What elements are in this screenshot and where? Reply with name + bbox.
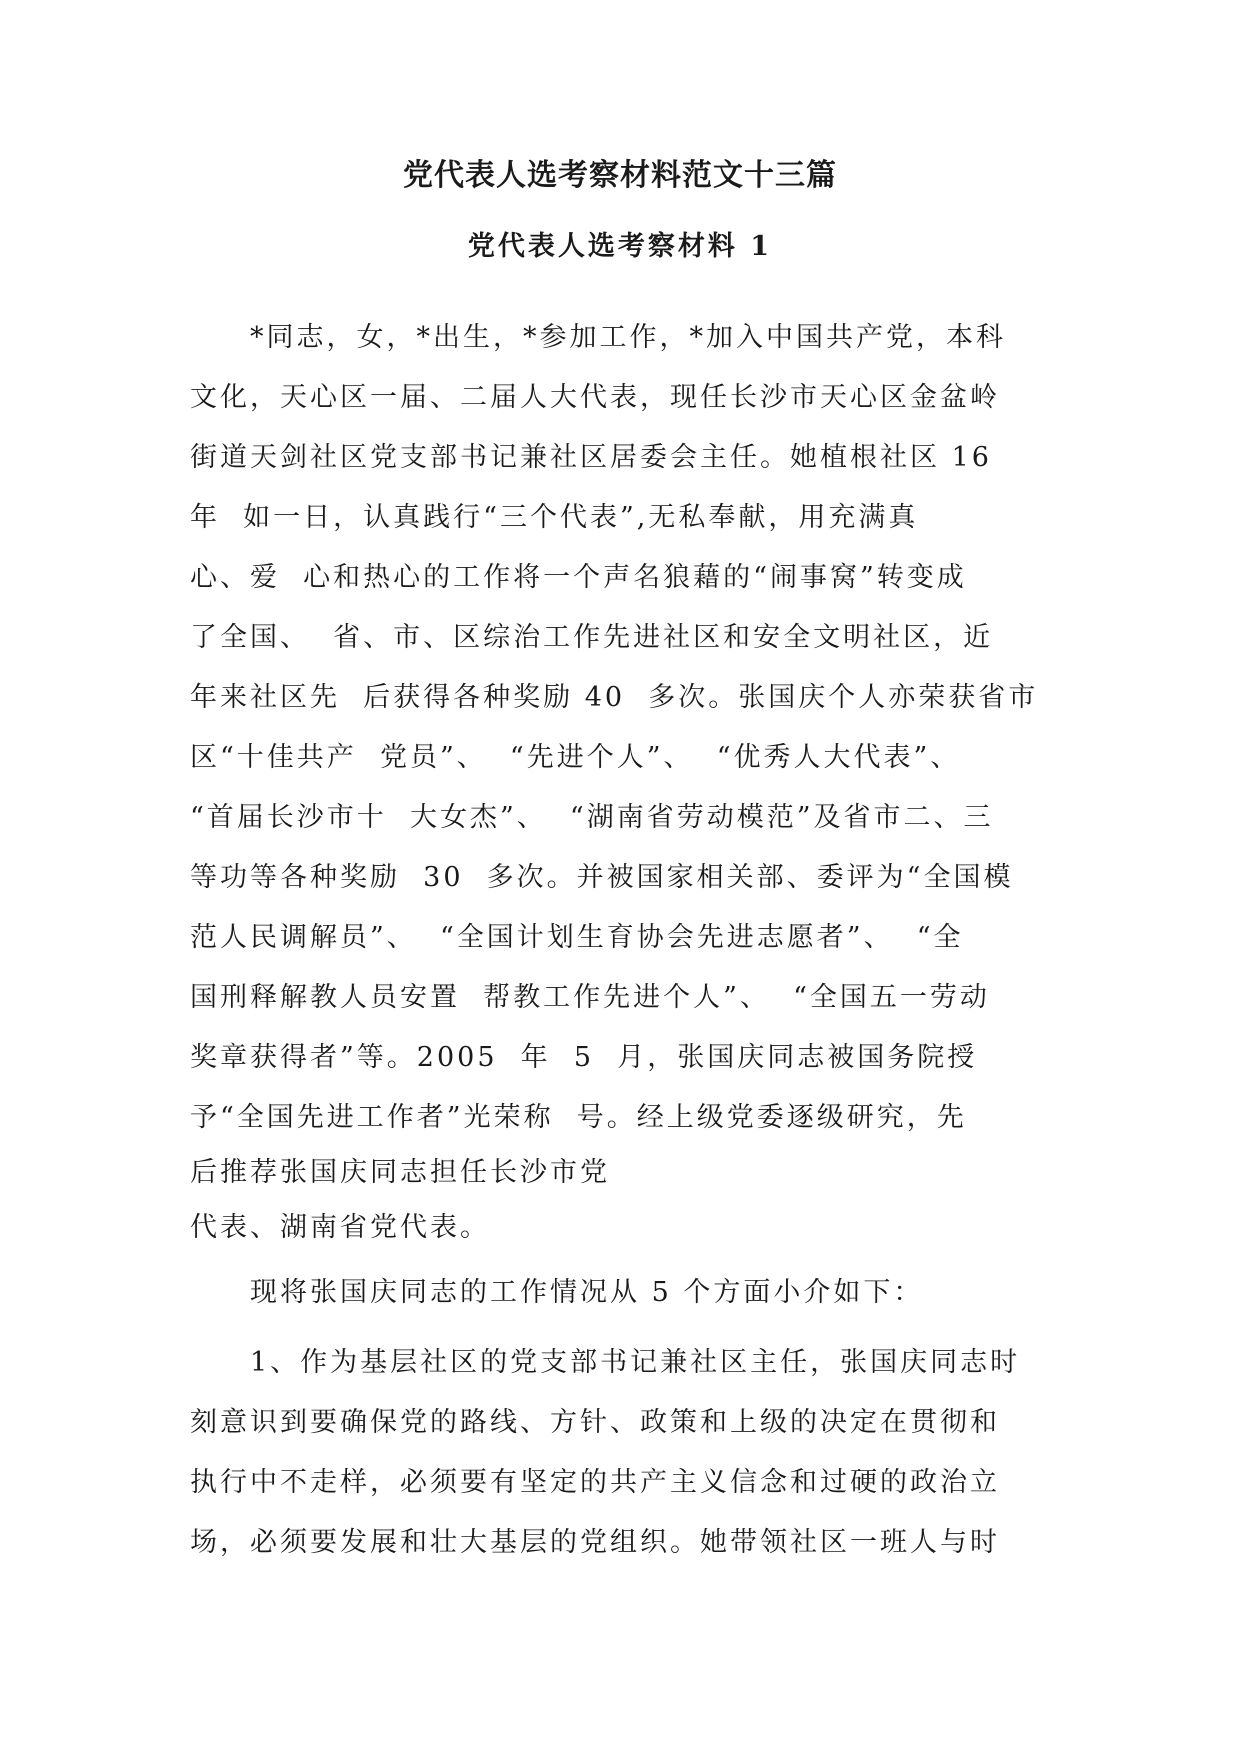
body-line: 执行中不走样，必须要有坚定的共产主义信念和过硬的政治立 xyxy=(190,1467,1000,1498)
body-line: 国刑释解教人员安置 帮教工作先进个人”、 “全国五一劳动 xyxy=(190,982,990,1013)
body-line: 代表、湖南省党代表。 xyxy=(190,1212,490,1243)
body-line: 了全国、 省、市、区综治工作先进社区和安全文明社区，近 xyxy=(190,622,994,653)
body-line: “首届长沙市十 大女杰”、 “湖南省劳动模范”及省市二、三 xyxy=(190,802,994,833)
body-line: 心、爱 心和热心的工作将一个声名狼藉的“闹事窝”转变成 xyxy=(190,562,967,593)
body-line: 年来社区先 后获得各种奖励 40 多次。张国庆个人亦荣获省市 xyxy=(190,682,1039,713)
body-line: 区“十佳共产 党员”、 “先进个人”、 “优秀人大代表”、 xyxy=(190,742,961,773)
body-line: 文化，天心区一届、二届人大代表，现任长沙市天心区金盆岭 xyxy=(190,382,1000,413)
body-line: 范人民调解员”、 “全国计划生育协会先进志愿者”、 “全 xyxy=(190,922,964,953)
body-line: 现将张国庆同志的工作情况从 5 个方面小介如下： xyxy=(190,1277,924,1308)
body-line: 奖章获得者”等。2005 年 5 月，张国庆同志被国务院授 xyxy=(190,1042,978,1073)
document-title: 党代表人选考察材料范文十三篇 xyxy=(403,158,837,193)
body-line: 街道天剑社区党支部书记兼社区居委会主任。她植根社区 16 xyxy=(190,442,992,473)
body-line: 场，必须要发展和壮大基层的党组织。她带领社区一班人与时 xyxy=(190,1527,1000,1558)
body-line: 予“全国先进工作者”光荣称 号。经上级党委逐级研究，先 xyxy=(190,1102,967,1133)
body-line: 年 如一日，认真践行“三个代表”,无私奉献，用充满真 xyxy=(190,502,919,533)
body-line: 等功等各种奖励 30 多次。并被国家相关部、委评为“全国模 xyxy=(190,862,1014,893)
body-line: 1、作为基层社区的党支部书记兼社区主任，张国庆同志时 xyxy=(190,1347,1021,1378)
body-line: *同志，女，*出生，*参加工作，*加入中国共产党，本科 xyxy=(190,322,1006,353)
body-line: 刻意识到要确保党的路线、方针、政策和上级的决定在贯彻和 xyxy=(190,1407,1000,1438)
body-line: 后推荐张国庆同志担任长沙市党 xyxy=(190,1157,610,1188)
document-subtitle: 党代表人选考察材料 1 xyxy=(467,231,773,262)
